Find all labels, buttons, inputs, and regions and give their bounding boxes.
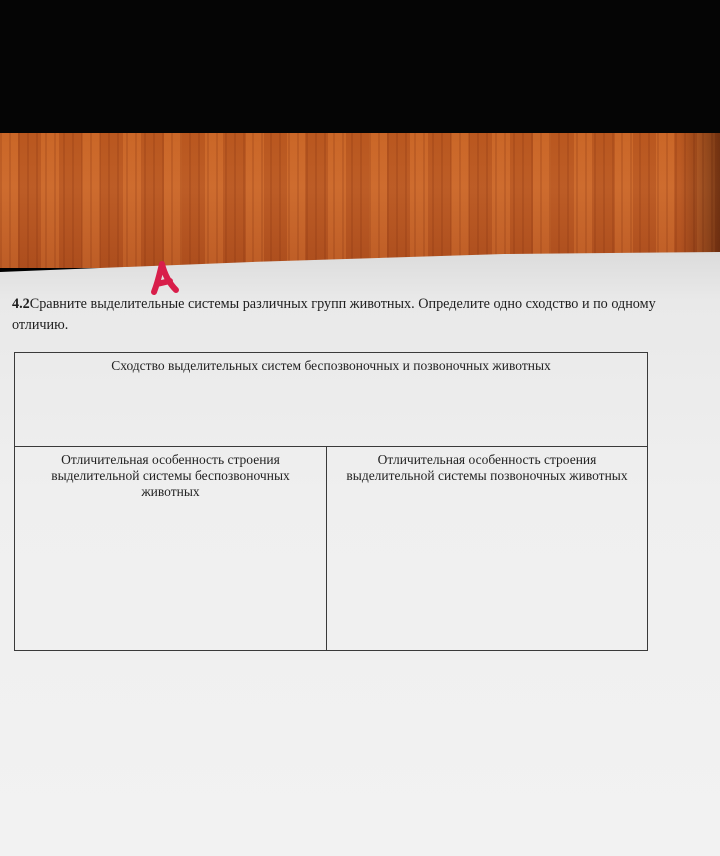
vertebrates-difference-header: Отличительная особенность строения выделительной системы позвоночных животных xyxy=(346,452,628,483)
invertebrates-difference-cell[interactable] xyxy=(15,447,327,651)
similarity-cell[interactable] xyxy=(15,353,647,447)
task-text: Сравните выделительные системы различных групп животных. Определите одно сходство и по одному отличию. xyxy=(12,296,656,333)
task-statement xyxy=(12,294,712,336)
dark-background xyxy=(0,0,720,133)
wooden-table-surface xyxy=(0,133,720,268)
wood-shadow xyxy=(680,133,720,268)
vertebrates-difference-cell[interactable] xyxy=(327,447,647,651)
red-pen-mark-icon xyxy=(146,258,186,298)
similarity-header: Сходство выделительных систем беспозвоночных и позвоночных животных xyxy=(111,358,551,373)
task-number: 4.2 xyxy=(12,296,30,312)
invertebrates-difference-header: Отличительная особенность строения выделительной системы беспозвоночных животных xyxy=(51,452,290,499)
answer-table xyxy=(14,352,648,651)
